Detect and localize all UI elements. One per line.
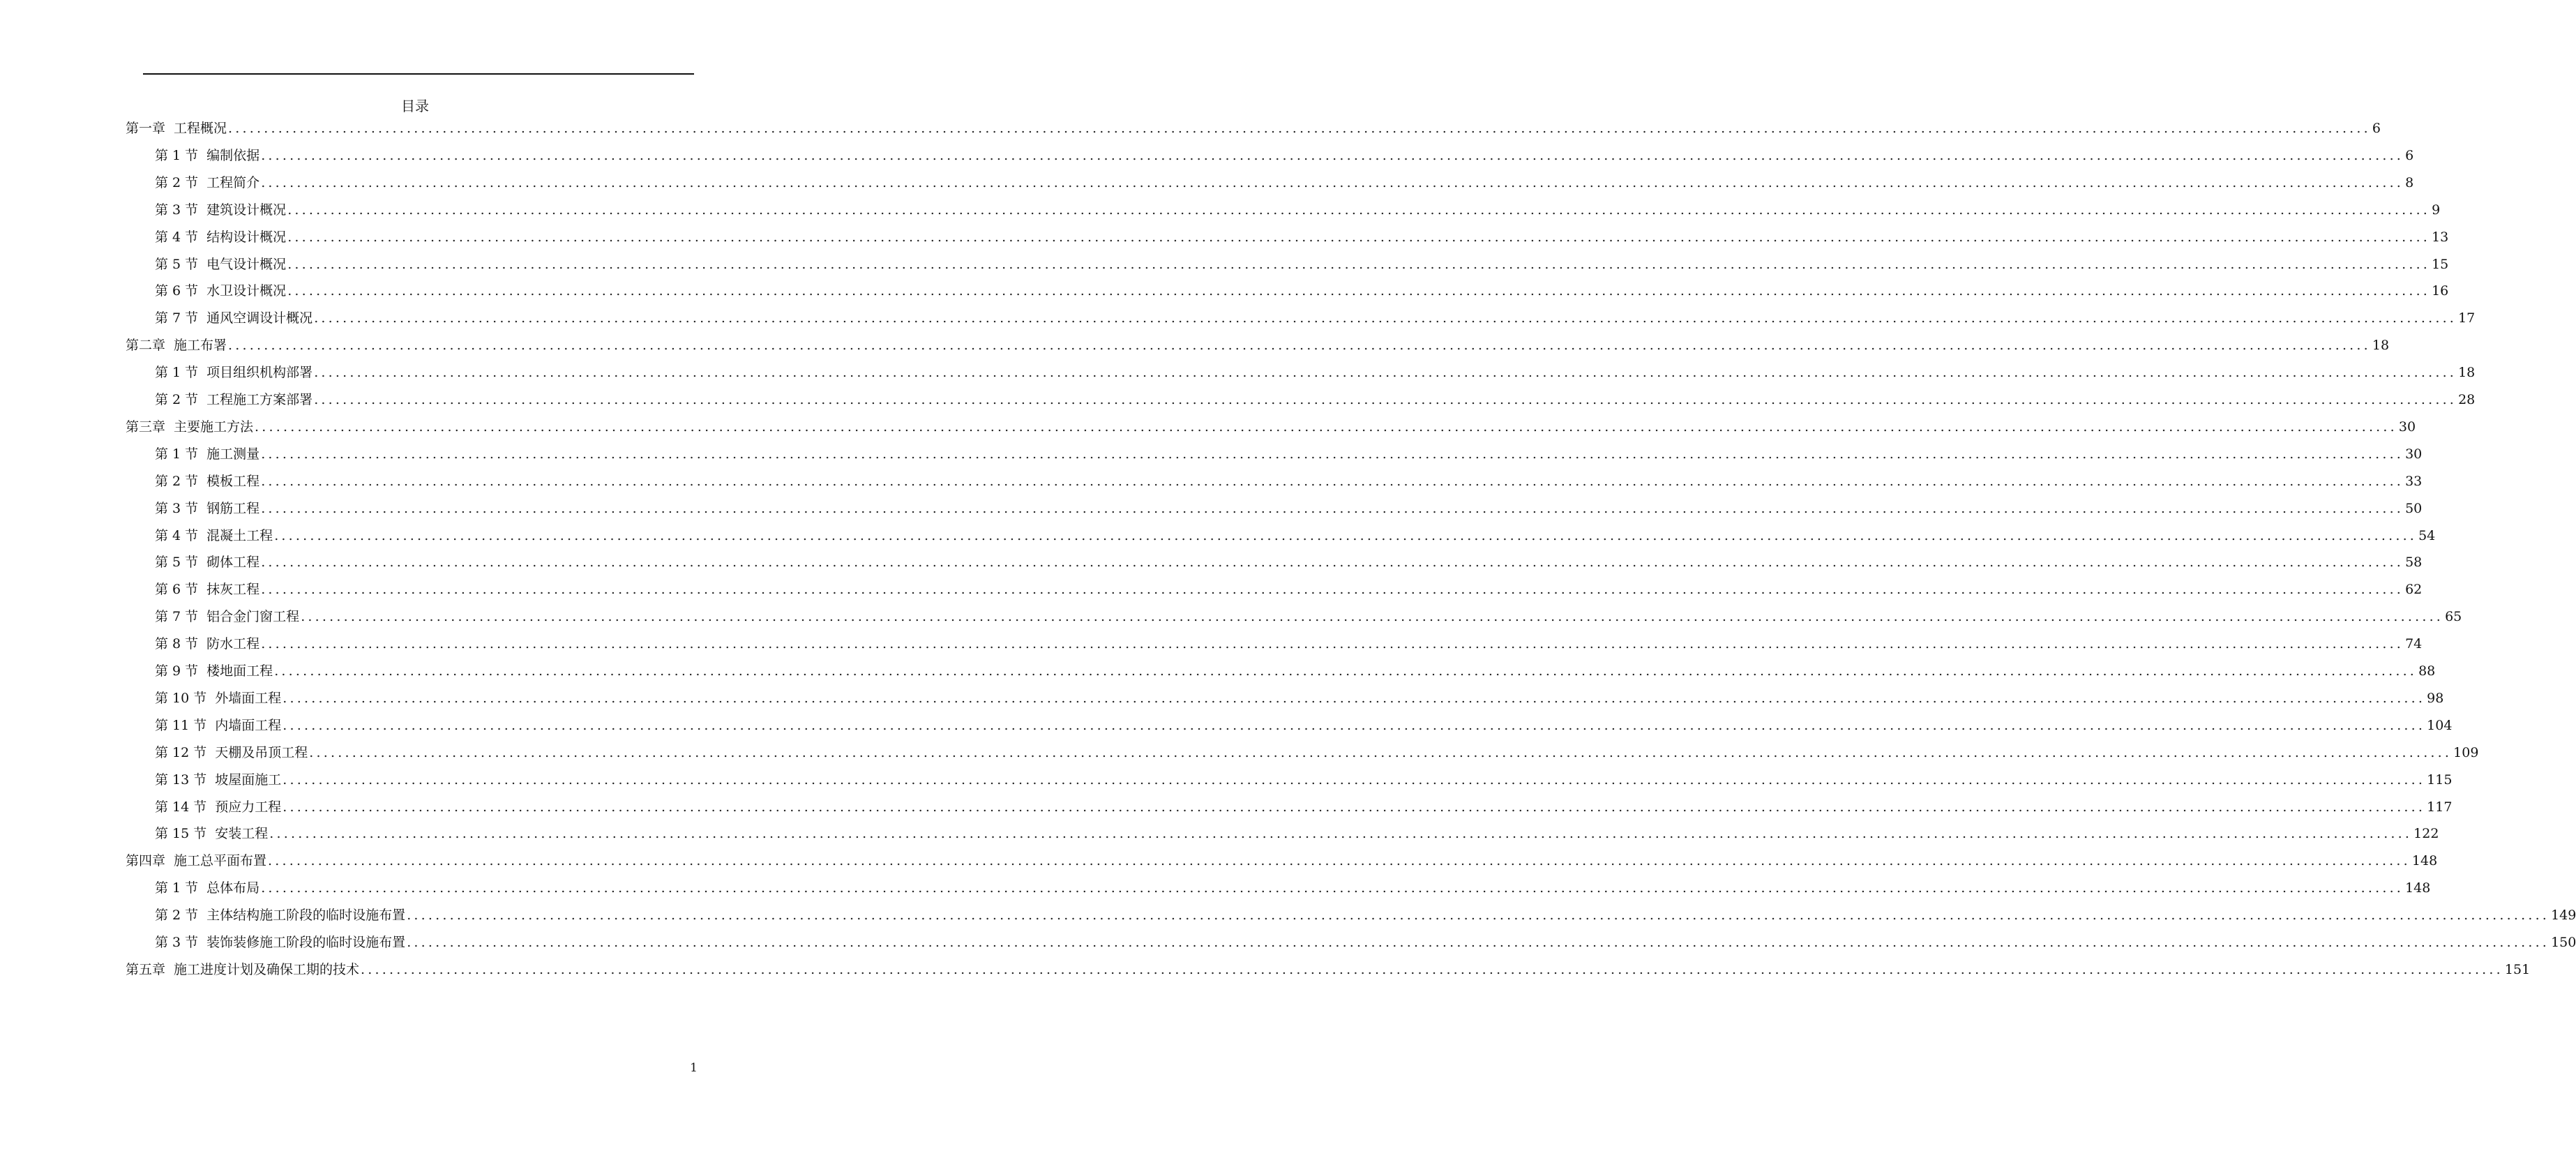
toc-entry-label (155, 498, 259, 519)
dot-leader: ............................................................................................................................................................................................................................................................................................................ (283, 690, 2426, 706)
dot-leader: ............................................................................................................................................................................................................................................................................................................ (287, 202, 2431, 218)
toc-entry-page: 9 (2432, 202, 2441, 218)
dot-leader: ............................................................................................................................................................................................................................................................................................................ (261, 880, 2404, 896)
toc-entry-label (155, 308, 312, 329)
toc-entry-text: 施工布署 (174, 338, 227, 354)
toc-entry-label (155, 172, 259, 193)
toc-entry-page: 88 (2418, 663, 2436, 679)
dot-leader: ............................................................................................................................................................................................................................................................................................................ (283, 717, 2426, 733)
toc-entry[interactable] (155, 389, 2476, 410)
toc-entry-page: 148 (2405, 880, 2431, 896)
toc-entry-page: 30 (2405, 446, 2423, 462)
toc-entry-number: 第 12 节 (155, 744, 207, 760)
toc-entry[interactable] (155, 905, 2576, 926)
toc-entry[interactable] (155, 552, 2423, 573)
toc-entry-page: 13 (2432, 229, 2449, 245)
toc-entry-number: 第 2 节 (155, 392, 199, 407)
toc-entry-number: 第 3 节 (155, 500, 199, 516)
toc-entry-number: 第 4 节 (155, 229, 199, 245)
toc-entry-text: 钢筋工程 (206, 500, 260, 516)
dot-leader: ............................................................................................................................................................................................................................................................................................................ (287, 229, 2431, 245)
toc-entry-label (155, 769, 281, 790)
toc-entry-label (155, 606, 299, 627)
toc-entry[interactable] (155, 633, 2423, 654)
toc-entry-text: 装饰装修施工阶段的临时设施布置 (206, 935, 406, 950)
toc-entry-label (155, 715, 281, 736)
toc-entry-number: 第 1 节 (155, 446, 199, 462)
toc-entry[interactable] (126, 335, 2390, 356)
toc-entry-label (155, 878, 259, 898)
dot-leader: ............................................................................................................................................................................................................................................................................................................ (301, 609, 2444, 625)
dot-leader: ............................................................................................................................................................................................................................................................................................................ (283, 799, 2426, 815)
dot-leader: ............................................................................................................................................................................................................................................................................................................ (274, 527, 2418, 543)
dot-leader: ............................................................................................................................................................................................................................................................................................................ (255, 419, 2397, 435)
toc-entry-text: 混凝土工程 (206, 527, 273, 543)
toc-entry-label (155, 661, 273, 682)
dot-leader: ............................................................................................................................................................................................................................................................................................................ (228, 338, 2371, 354)
dot-leader: ............................................................................................................................................................................................................................................................................................................ (314, 392, 2457, 407)
toc-entry-label (126, 118, 227, 139)
dot-leader: ............................................................................................................................................................................................................................................................................................................ (407, 908, 2550, 924)
toc-entry[interactable] (155, 932, 2576, 953)
dot-leader: ............................................................................................................................................................................................................................................................................................................ (261, 500, 2404, 516)
toc-entry-number: 第 5 节 (155, 256, 199, 272)
toc-entry-label (155, 688, 281, 709)
toc-entry-text: 楼地面工程 (206, 663, 273, 679)
toc-entry-number: 第二章 (126, 338, 166, 354)
toc-entry-number: 第 10 节 (155, 690, 207, 706)
dot-leader: ............................................................................................................................................................................................................................................................................................................ (261, 147, 2404, 163)
toc-entry-text: 电气设计概况 (206, 256, 287, 272)
dot-leader: ............................................................................................................................................................................................................................................................................................................ (314, 365, 2457, 381)
toc-entry-text: 工程简介 (206, 174, 260, 190)
dot-leader: ............................................................................................................................................................................................................................................................................................................ (309, 744, 2453, 760)
toc-entry-label (155, 742, 308, 763)
toc-entry[interactable] (155, 579, 2423, 600)
toc-entry[interactable] (155, 715, 2453, 736)
toc-entry-number: 第四章 (126, 853, 166, 869)
toc-entry-page: 6 (2405, 147, 2414, 163)
toc-entry-text: 施工进度计划及确保工期的技术 (174, 961, 360, 977)
toc-entry[interactable] (155, 688, 2444, 709)
toc-entry-label (155, 200, 286, 220)
toc-entry-label (155, 579, 259, 600)
dot-leader: ............................................................................................................................................................................................................................................................................................................ (261, 636, 2404, 652)
toc-entry-page: 149 (2551, 908, 2576, 924)
toc-entry-number: 第 1 节 (155, 880, 199, 896)
toc-entry-text: 抹灰工程 (206, 582, 260, 598)
toc-entry[interactable] (155, 878, 2431, 898)
toc-entry-number: 第 7 节 (155, 310, 199, 326)
dot-leader: ............................................................................................................................................................................................................................................................................................................ (261, 174, 2404, 190)
toc-entry-label (155, 797, 281, 818)
toc-entry-number: 第 3 节 (155, 935, 199, 950)
toc-entry-page: 18 (2372, 338, 2390, 354)
toc-entry-text: 预应力工程 (215, 799, 282, 815)
toc-entry-label (155, 254, 286, 275)
toc-entry[interactable] (155, 742, 2479, 763)
toc-entry[interactable] (126, 959, 2531, 980)
toc-entry-number: 第 6 节 (155, 283, 199, 299)
toc-entry-page: 74 (2405, 636, 2423, 652)
toc-entry-label (155, 823, 268, 844)
toc-entry-label (155, 227, 286, 248)
toc-entry-number: 第 9 节 (155, 663, 199, 679)
toc-entry-text: 施工总平面布置 (174, 853, 267, 869)
toc-entry-text: 外墙面工程 (215, 690, 282, 706)
toc-entry-label (155, 471, 259, 492)
toc-entry-number: 第 6 节 (155, 582, 199, 598)
toc-entry[interactable] (155, 769, 2453, 790)
toc-entry-page: 8 (2405, 174, 2414, 190)
toc-entry-page: 109 (2453, 744, 2479, 760)
toc-entry-number: 第 14 节 (155, 799, 207, 815)
dot-leader: ............................................................................................................................................................................................................................................................................................................ (287, 283, 2431, 299)
toc-entry-page: 117 (2427, 799, 2453, 815)
toc-entry-label (155, 362, 312, 383)
toc-entry-page: 58 (2405, 555, 2423, 571)
toc-entry-text: 模板工程 (206, 473, 260, 489)
dot-leader: ............................................................................................................................................................................................................................................................................................................ (261, 473, 2404, 489)
toc-entry[interactable] (155, 227, 2449, 248)
toc-entry-text: 安装工程 (215, 826, 269, 842)
toc-entry-text: 坡屋面施工 (215, 772, 282, 788)
toc-entry-page: 28 (2458, 392, 2476, 407)
toc-entry-label (155, 525, 273, 546)
dot-leader: ............................................................................................................................................................................................................................................................................................................ (361, 961, 2503, 977)
toc-entry-page: 6 (2372, 121, 2381, 136)
toc-entry[interactable] (155, 200, 2441, 220)
toc-entry-text: 铝合金门窗工程 (206, 609, 300, 625)
page-number: 1 (690, 1061, 698, 1075)
toc-entry-number: 第 3 节 (155, 202, 199, 218)
toc-entry-page: 15 (2432, 256, 2449, 272)
toc-entry-text: 结构设计概况 (206, 229, 287, 245)
toc-entry-number: 第 5 节 (155, 555, 199, 571)
header-rule (143, 73, 694, 75)
toc-entry-page: 33 (2405, 473, 2423, 489)
toc-entry-label (155, 280, 286, 301)
dot-leader: ............................................................................................................................................................................................................................................................................................................ (268, 853, 2411, 869)
dot-leader: ............................................................................................................................................................................................................................................................................................................ (228, 121, 2371, 136)
toc-entry[interactable] (155, 172, 2414, 193)
toc-entry-number: 第 11 节 (155, 717, 207, 733)
toc-entry-label (155, 932, 405, 953)
toc-entry-number: 第 15 节 (155, 826, 207, 842)
toc-entry[interactable] (155, 525, 2436, 546)
dot-leader: ............................................................................................................................................................................................................................................................................................................ (261, 555, 2404, 571)
toc-entry-text: 编制依据 (206, 147, 260, 163)
toc-entry[interactable] (155, 661, 2436, 682)
toc-entry[interactable] (155, 797, 2453, 818)
toc-entry-text: 建筑设计概况 (206, 202, 287, 218)
toc-entry-text: 防水工程 (206, 636, 260, 652)
toc-entry-page: 30 (2398, 419, 2416, 435)
toc-entry[interactable] (155, 444, 2423, 465)
toc-entry-number: 第三章 (126, 419, 166, 435)
toc-entry[interactable] (155, 606, 2462, 627)
toc-entry[interactable] (155, 823, 2439, 844)
toc-entry-page: 18 (2458, 365, 2476, 381)
dot-leader: ............................................................................................................................................................................................................................................................................................................ (407, 935, 2550, 950)
toc-entry-text: 施工测量 (206, 446, 260, 462)
dot-leader: ............................................................................................................................................................................................................................................................................................................ (314, 310, 2457, 326)
toc-entry-text: 工程概况 (174, 121, 227, 136)
toc-entry[interactable] (155, 308, 2476, 329)
toc-entry-label (155, 633, 259, 654)
toc-entry-page: 54 (2418, 527, 2436, 543)
toc-entry-text: 通风空调设计概况 (206, 310, 313, 326)
toc-entry-page: 148 (2411, 853, 2438, 869)
toc-entry[interactable] (155, 145, 2414, 166)
toc-entry-text: 工程施工方案部署 (206, 392, 313, 407)
toc-entry-label (155, 145, 259, 166)
toc-entry-page: 65 (2445, 609, 2462, 625)
toc-entry-number: 第 2 节 (155, 174, 199, 190)
toc-entry-label (155, 905, 405, 926)
dot-leader: ............................................................................................................................................................................................................................................................................................................ (261, 582, 2404, 598)
toc-entry-page: 122 (2413, 826, 2439, 842)
toc-entry-page: 115 (2427, 772, 2453, 788)
toc-entry-page: 50 (2405, 500, 2423, 516)
toc-entry[interactable] (155, 254, 2449, 275)
toc-entry-page: 151 (2504, 961, 2531, 977)
toc-entry-label (155, 552, 259, 573)
toc-entry-page: 150 (2551, 935, 2576, 950)
toc-entry-text: 内墙面工程 (215, 717, 282, 733)
toc-entry-text: 主体结构施工阶段的临时设施布置 (206, 908, 406, 924)
toc-entry-number: 第 8 节 (155, 636, 199, 652)
toc-entry[interactable] (155, 498, 2423, 519)
toc-entry-page: 104 (2427, 717, 2453, 733)
dot-leader: ............................................................................................................................................................................................................................................................................................................ (287, 256, 2431, 272)
toc-entry[interactable] (126, 850, 2438, 871)
toc-entry-label (155, 444, 259, 465)
toc-entry-label (126, 959, 359, 980)
toc-entry-number: 第 1 节 (155, 365, 199, 381)
toc-entry-number: 第一章 (126, 121, 166, 136)
dot-leader: ............................................................................................................................................................................................................................................................................................................ (261, 446, 2404, 462)
dot-leader: ............................................................................................................................................................................................................................................................................................................ (274, 663, 2418, 679)
toc-entry-number: 第 2 节 (155, 473, 199, 489)
toc-entry-text: 总体布局 (206, 880, 260, 896)
toc-entry-text: 天棚及吊顶工程 (215, 744, 308, 760)
toc-entry-page: 16 (2432, 283, 2449, 299)
toc-entry[interactable] (155, 280, 2449, 301)
toc-entry[interactable] (155, 471, 2423, 492)
toc-entry-label (155, 389, 312, 410)
toc-entry-number: 第五章 (126, 961, 166, 977)
toc-entry[interactable] (126, 416, 2416, 437)
toc-entry[interactable] (155, 362, 2476, 383)
toc-entry-number: 第 2 节 (155, 908, 199, 924)
toc-entry-label (126, 335, 227, 356)
toc-entry-label (126, 850, 266, 871)
toc-entry-number: 第 13 节 (155, 772, 207, 788)
toc-entry-text: 主要施工方法 (174, 419, 254, 435)
toc-entry-number: 第 1 节 (155, 147, 199, 163)
toc-entry-number: 第 7 节 (155, 609, 199, 625)
toc-entry-page: 62 (2405, 582, 2423, 598)
toc-entry-page: 98 (2427, 690, 2444, 706)
dot-leader: ............................................................................................................................................................................................................................................................................................................ (283, 772, 2426, 788)
toc-entry-text: 砌体工程 (206, 555, 260, 571)
dot-leader: ............................................................................................................................................................................................................................................................................................................ (269, 826, 2413, 842)
toc-entry-text: 水卫设计概况 (206, 283, 287, 299)
toc-entry-text: 项目组织机构部署 (206, 365, 313, 381)
toc-entry[interactable] (126, 118, 2381, 139)
toc-title: 目录 (401, 98, 429, 114)
toc-entry-page: 17 (2458, 310, 2476, 326)
toc-entry-label (126, 416, 253, 437)
toc-entry-number: 第 4 节 (155, 527, 199, 543)
